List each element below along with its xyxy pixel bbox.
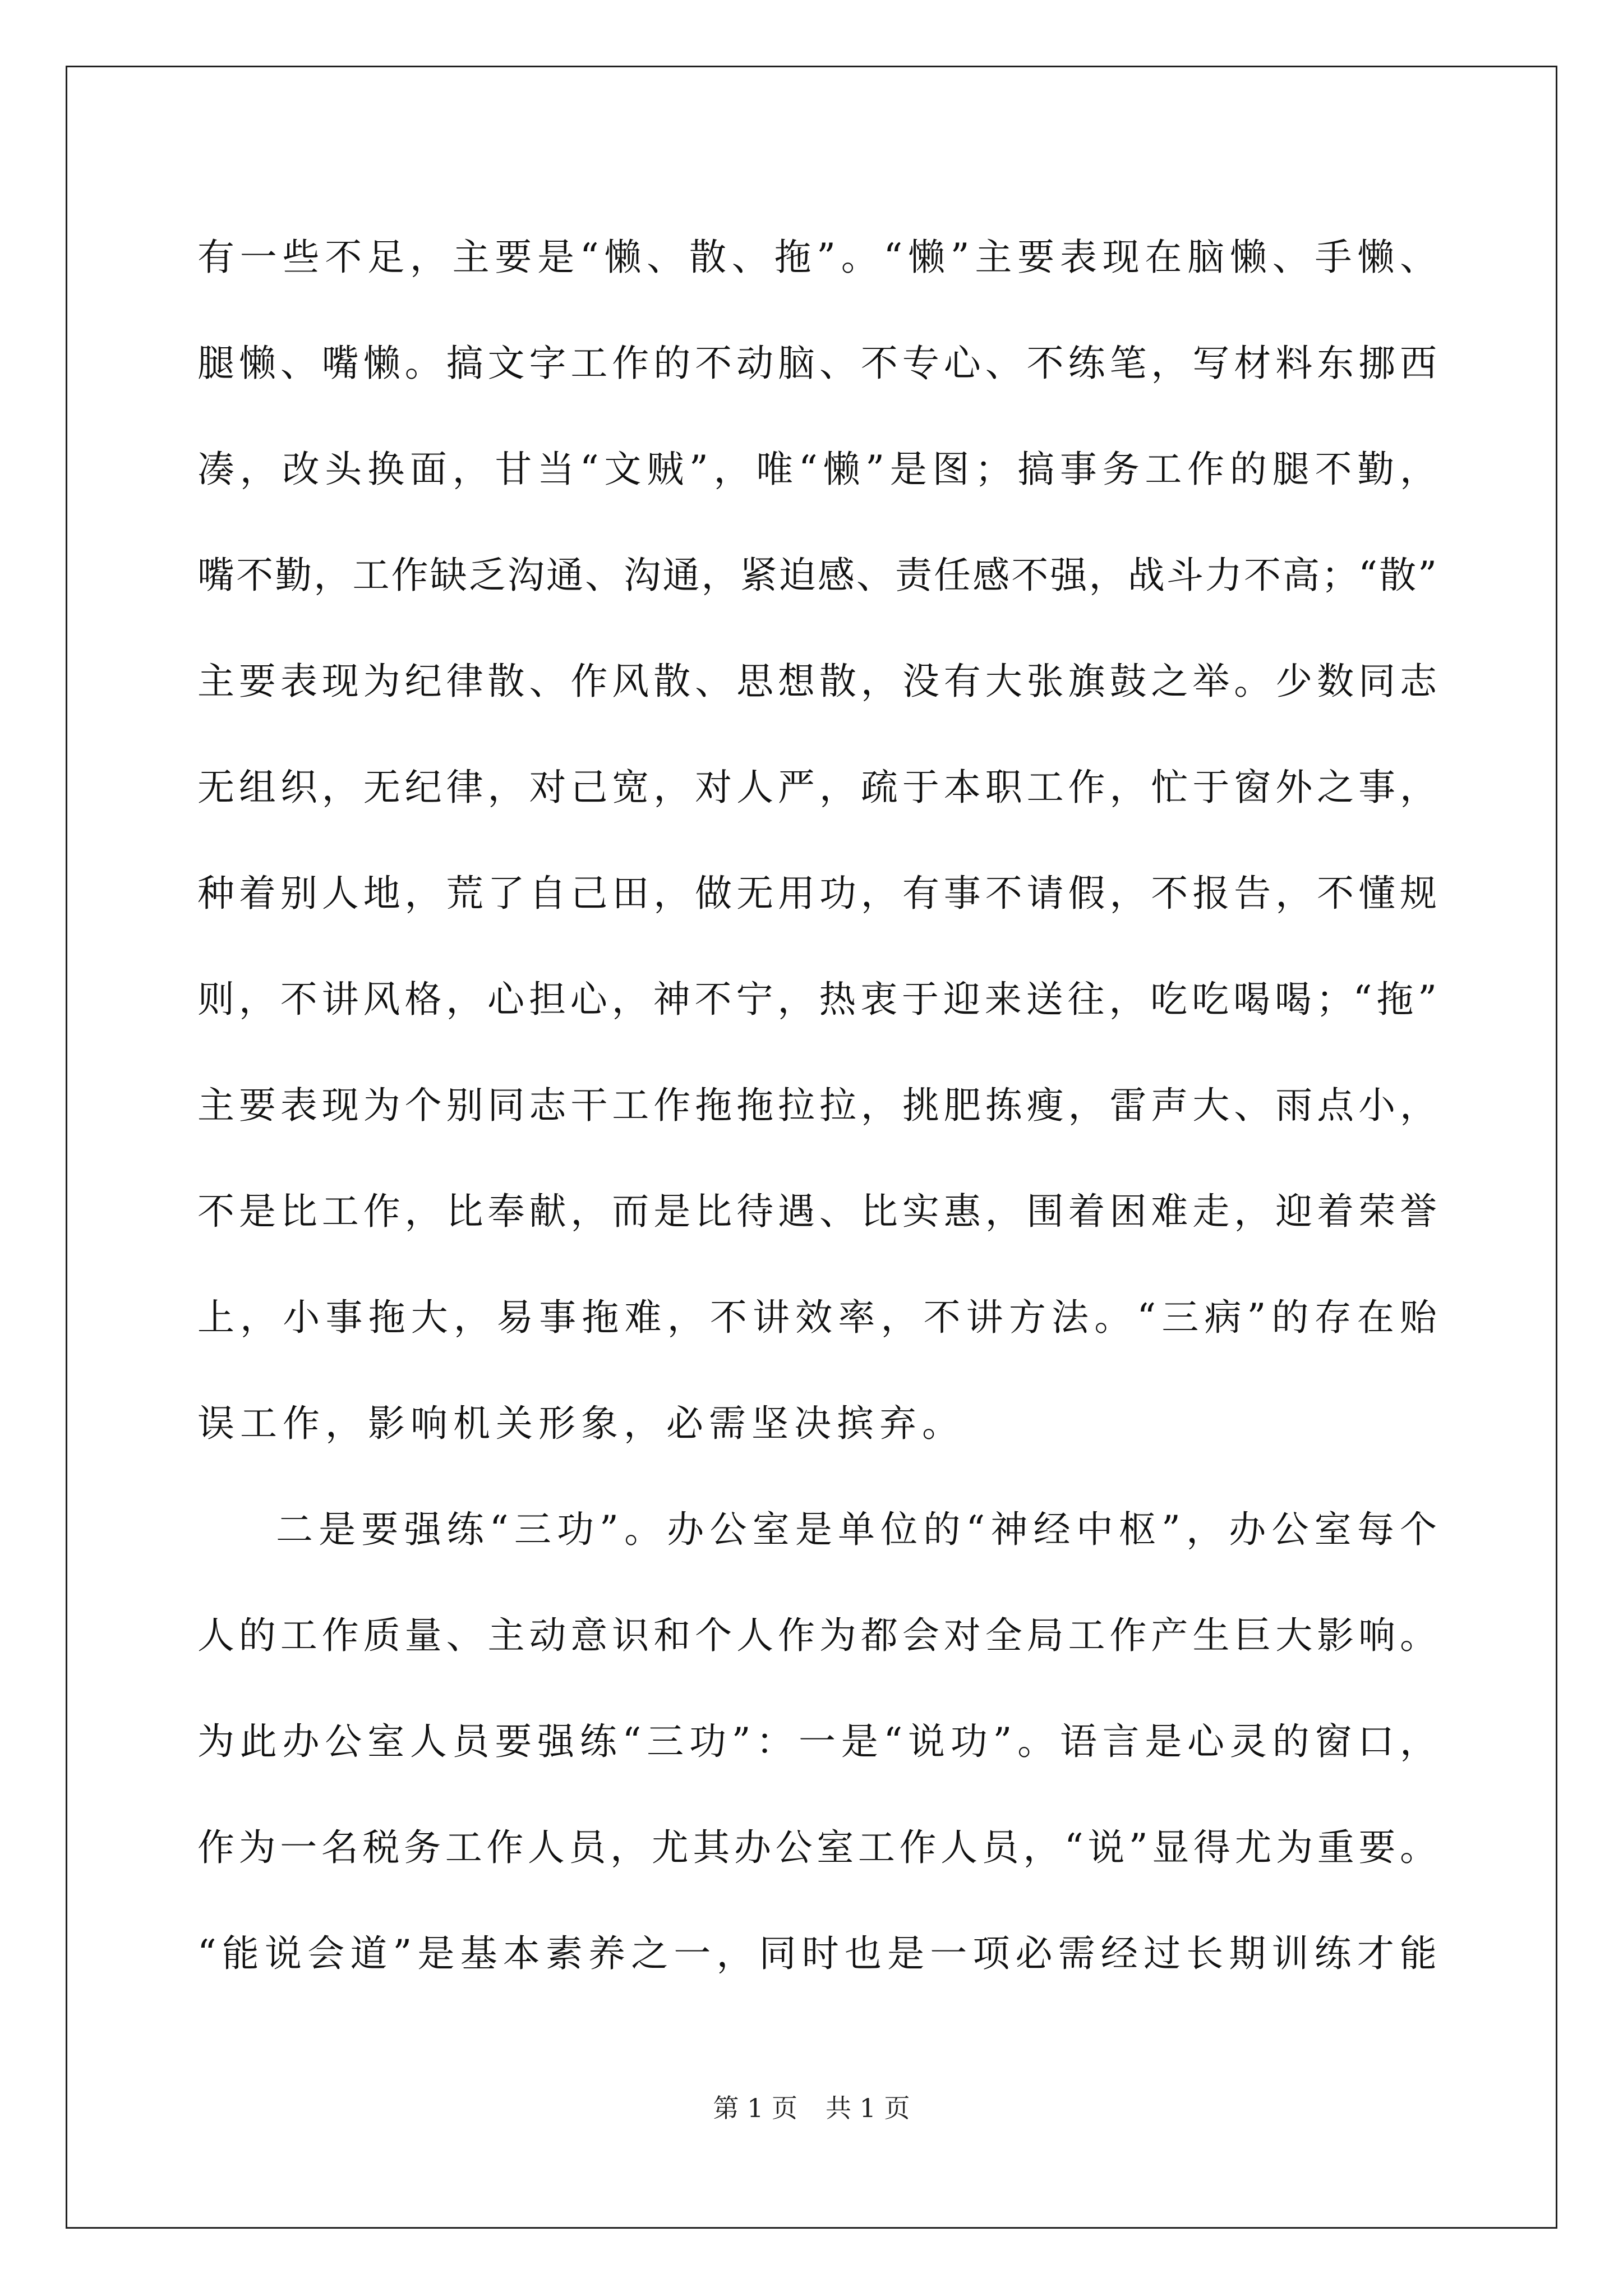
text-line: 则，不讲风格，心担心，神不宁，热衷于迎来送往，吃吃喝喝；“拖” bbox=[197, 978, 1437, 1021]
text-line: 误工作，影响机关形象，必需坚决摈弃。 bbox=[197, 1402, 965, 1445]
document-body bbox=[197, 204, 1437, 2007]
text-line: 为此办公室人员要强练“三功”：一是“说功”。语言是心灵的窗口， bbox=[197, 1720, 1437, 1763]
text-line: 不是比工作，比奉献，而是比待遇、比实惠，围着困难走，迎着荣誉 bbox=[197, 1190, 1437, 1233]
paragraph-first-line: 二是要强练“三功”。办公室是单位的“神经中枢”，办公室每个 bbox=[276, 1508, 1437, 1551]
text-line: 上，小事拖大，易事拖难，不讲效率，不讲方法。“三病”的存在贻 bbox=[197, 1296, 1437, 1339]
text-line: “能说会道”是基本素养之一，同时也是一项必需经过长期训练才能 bbox=[197, 1932, 1437, 1975]
page-total: 共 1 页 bbox=[826, 2093, 910, 2123]
text-line: 人的工作质量、主动意识和个人作为都会对全局工作产生巨大影响。 bbox=[197, 1614, 1437, 1657]
page-number: 第 1 页 bbox=[713, 2093, 797, 2123]
text-line: 嘴不勤，工作缺乏沟通、沟通，紧迫感、责任感不强，战斗力不高；“散” bbox=[197, 554, 1437, 597]
text-line: 种着别人地，荒了自己田，做无用功，有事不请假，不报告，不懂规 bbox=[197, 872, 1437, 915]
text-line: 主要表现为纪律散、作风散、思想散，没有大张旗鼓之举。少数同志 bbox=[197, 660, 1437, 703]
text-line: 腿懒、嘴懒。搞文字工作的不动脑、不专心、不练笔，写材料东挪西 bbox=[197, 342, 1437, 385]
text-line: 无组织，无纪律，对己宽，对人严，疏于本职工作，忙于窗外之事， bbox=[197, 766, 1437, 809]
page-footer bbox=[0, 2088, 1623, 2125]
text-line: 主要表现为个别同志干工作拖拖拉拉，挑肥拣瘦，雷声大、雨点小， bbox=[197, 1084, 1437, 1127]
text-line: 凑，改头换面，甘当“文贼”，唯“懒”是图；搞事务工作的腿不勤， bbox=[197, 448, 1437, 491]
text-line: 作为一名税务工作人员，尤其办公室工作人员，“说”显得尤为重要。 bbox=[197, 1826, 1437, 1869]
text-line: 有一些不足，主要是“懒、散、拖”。“懒”主要表现在脑懒、手懒、 bbox=[197, 236, 1437, 279]
